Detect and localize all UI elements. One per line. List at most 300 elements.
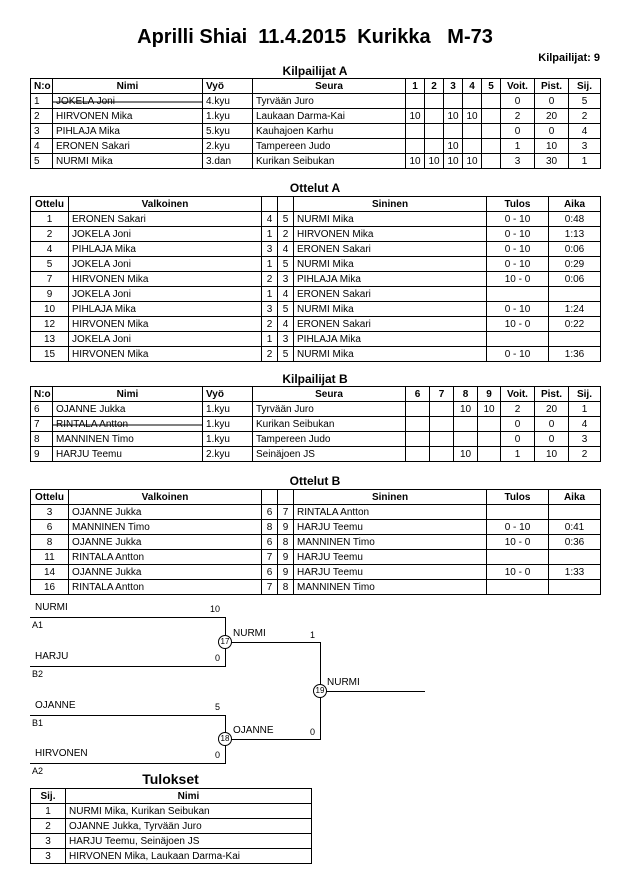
- cell-result: 10 - 0: [487, 272, 549, 287]
- cell-blue-name: PIHLAJA Mika: [294, 332, 487, 347]
- cell-result: [487, 287, 549, 302]
- col-points-header: Pist.: [535, 79, 569, 94]
- cell-points: 0: [535, 94, 569, 109]
- cell-result: 0 - 10: [487, 302, 549, 317]
- cell-result: 0 - 10: [487, 347, 549, 362]
- match-row: [31, 272, 601, 287]
- bracket-line: [30, 715, 225, 716]
- cell-blue-no: 2: [278, 227, 294, 242]
- cell-wins: 0: [501, 417, 535, 432]
- cell-result: 10 - 0: [487, 317, 549, 332]
- cell-score: [425, 94, 444, 109]
- bracket-match-18-circle: 18: [218, 732, 232, 746]
- cell-result: 0 - 10: [487, 520, 549, 535]
- cell-score: [454, 432, 478, 447]
- col-wins-header: Voit.: [501, 387, 535, 402]
- cell-blue-name: PIHLAJA Mika: [294, 272, 487, 287]
- cell-result: [487, 332, 549, 347]
- pool-row: [31, 139, 601, 154]
- cell-blue-no: 5: [278, 302, 294, 317]
- cell-place: 3: [31, 834, 66, 849]
- cell-time: 1:13: [549, 227, 601, 242]
- match-row: [31, 227, 601, 242]
- result-row: [31, 849, 312, 864]
- match-row: [31, 317, 601, 332]
- cell-blue-name: HARJU Teemu: [294, 520, 487, 535]
- cell-match-no: 7: [31, 272, 69, 287]
- pool-a-header-row: [31, 79, 601, 94]
- bracket-sf2-bottom-tag: A2: [32, 766, 44, 776]
- cell-result: 10 - 0: [487, 535, 549, 550]
- cell-points: 0: [535, 417, 569, 432]
- col-name-header: Nimi: [53, 79, 203, 94]
- cell-white-no: 3: [262, 302, 278, 317]
- cell-white-no: 6: [262, 565, 278, 580]
- cell-white-name: HIRVONEN Mika: [69, 272, 262, 287]
- cell-wins: 2: [501, 402, 535, 417]
- cell-score: [430, 432, 454, 447]
- cell-score: [406, 417, 430, 432]
- cell-points: 0: [535, 432, 569, 447]
- cell-white-name: HIRVONEN Mika: [69, 347, 262, 362]
- cell-score: [482, 124, 501, 139]
- cell-no: 5: [31, 154, 53, 169]
- col-s4-header: 4: [463, 79, 482, 94]
- cell-score: [406, 447, 430, 462]
- cell-blue-name: NURMI Mika: [294, 347, 487, 362]
- bracket-final-winner-name: NURMI: [327, 677, 360, 688]
- cell-white-name: OJANNE Jukka: [69, 565, 262, 580]
- cell-score: [444, 94, 463, 109]
- pool-row: [31, 432, 601, 447]
- cell-name: ERONEN Sakari: [53, 139, 203, 154]
- cell-time: 0:22: [549, 317, 601, 332]
- cell-blue-name: NURMI Mika: [294, 257, 487, 272]
- cell-white-no: 7: [262, 550, 278, 565]
- cell-belt: 4.kyu: [203, 94, 253, 109]
- bracket-sf2-top-name: OJANNE: [35, 700, 76, 711]
- match-row: [31, 565, 601, 580]
- bracket-sf2-winner-score: 0: [309, 727, 315, 737]
- result-row: [31, 804, 312, 819]
- cell-score: [463, 139, 482, 154]
- cell-result: 0 - 10: [487, 257, 549, 272]
- match-row: [31, 212, 601, 227]
- cell-no: 4: [31, 139, 53, 154]
- col-name-header: Nimi: [53, 387, 203, 402]
- cell-wins: 1: [501, 139, 535, 154]
- col-place-header: Sij.: [31, 789, 66, 804]
- cell-match-no: 11: [31, 550, 69, 565]
- cell-time: 1:33: [549, 565, 601, 580]
- matches-b-heading: Ottelut B: [289, 474, 341, 488]
- col-belt-header: Vyö: [203, 387, 253, 402]
- cell-white-no: 3: [262, 242, 278, 257]
- col-s3-header: 8: [454, 387, 478, 402]
- cell-white-no: 6: [262, 535, 278, 550]
- cell-score: [406, 432, 430, 447]
- cell-match-no: 14: [31, 565, 69, 580]
- cell-belt: 1.kyu: [203, 432, 253, 447]
- cell-white-no: 1: [262, 227, 278, 242]
- match-row: [31, 257, 601, 272]
- bracket-sf2-bottom-name: HIRVONEN: [35, 748, 88, 759]
- bracket-line: [225, 739, 320, 740]
- cell-score: [478, 447, 501, 462]
- cell-belt: 1.kyu: [203, 402, 253, 417]
- cell-points: 0: [535, 124, 569, 139]
- cell-score: [425, 139, 444, 154]
- cell-name: HARJU Teemu: [53, 447, 203, 462]
- cell-score: 10: [444, 154, 463, 169]
- cell-score: [430, 402, 454, 417]
- cell-time: 0:06: [549, 272, 601, 287]
- cell-wins: 1: [501, 447, 535, 462]
- cell-result: 10 - 0: [487, 565, 549, 580]
- cell-white-no: 1: [262, 257, 278, 272]
- empty-header: [278, 490, 294, 505]
- col-no-header: N:o: [31, 387, 53, 402]
- cell-no: 3: [31, 124, 53, 139]
- cell-white-name: PIHLAJA Mika: [69, 302, 262, 317]
- cell-time: [549, 332, 601, 347]
- cell-place: 3: [31, 849, 66, 864]
- pool-row: [31, 417, 601, 432]
- cell-blue-no: 9: [278, 520, 294, 535]
- cell-time: 0:48: [549, 212, 601, 227]
- match-row: [31, 505, 601, 520]
- pool-b-header-row: [31, 387, 601, 402]
- results-header-row: [31, 789, 312, 804]
- pool-row: [31, 154, 601, 169]
- col-result-header: Tulos: [487, 197, 549, 212]
- bracket-match-19-circle: 19: [313, 684, 327, 698]
- cell-score: [406, 139, 425, 154]
- cell-blue-name: MANNINEN Timo: [294, 535, 487, 550]
- bracket-sf1-winner-name: NURMI: [233, 628, 266, 639]
- cell-blue-no: 8: [278, 535, 294, 550]
- cell-blue-no: 9: [278, 550, 294, 565]
- cell-match-no: 15: [31, 347, 69, 362]
- cell-no: 9: [31, 447, 53, 462]
- bracket-sf1-winner-score: 1: [309, 630, 315, 640]
- cell-time: [549, 287, 601, 302]
- col-time-header: Aika: [549, 490, 601, 505]
- match-row: [31, 347, 601, 362]
- cell-time: 0:29: [549, 257, 601, 272]
- cell-score: [425, 109, 444, 124]
- match-row: [31, 332, 601, 347]
- cell-white-no: 4: [262, 212, 278, 227]
- col-no-header: N:o: [31, 79, 53, 94]
- col-time-header: Aika: [549, 197, 601, 212]
- cell-score: 10: [478, 402, 501, 417]
- cell-name: NURMI Mika, Kurikan Seibukan: [66, 804, 312, 819]
- cell-score: 10: [454, 402, 478, 417]
- pool-b-table: [30, 386, 601, 462]
- col-s5-header: 5: [482, 79, 501, 94]
- pool-b-heading: Kilpailijat B: [282, 372, 348, 386]
- empty-header: [278, 197, 294, 212]
- cell-score: [425, 124, 444, 139]
- bracket-sf1-bottom-tag: B2: [32, 669, 44, 679]
- col-name-header: Nimi: [66, 789, 312, 804]
- matches-a-table: [30, 196, 601, 362]
- cell-belt: 3.dan: [203, 154, 253, 169]
- cell-belt: 2.kyu: [203, 447, 253, 462]
- cell-score: [463, 94, 482, 109]
- cell-white-name: RINTALA Antton: [69, 550, 262, 565]
- matches-a-heading: Ottelut A: [289, 181, 341, 195]
- cell-match-no: 5: [31, 257, 69, 272]
- col-match-header: Ottelu: [31, 197, 69, 212]
- cell-match-no: 8: [31, 535, 69, 550]
- cell-points: 10: [535, 447, 569, 462]
- bracket-line: [30, 666, 225, 667]
- cell-match-no: 6: [31, 520, 69, 535]
- cell-blue-name: RINTALA Antton: [294, 505, 487, 520]
- cell-time: [549, 505, 601, 520]
- cell-wins: 3: [501, 154, 535, 169]
- cell-club: Seinäjoen JS: [253, 447, 406, 462]
- cell-white-name: OJANNE Jukka: [69, 535, 262, 550]
- cell-blue-name: MANNINEN Timo: [294, 580, 487, 595]
- cell-club: Tyrvään Juro: [253, 94, 406, 109]
- cell-blue-name: ERONEN Sakari: [294, 287, 487, 302]
- cell-blue-no: 4: [278, 287, 294, 302]
- cell-white-no: 1: [262, 287, 278, 302]
- cell-white-no: 1: [262, 332, 278, 347]
- cell-white-no: 7: [262, 580, 278, 595]
- cell-score: [482, 139, 501, 154]
- col-result-header: Tulos: [487, 490, 549, 505]
- col-place-header: Sij.: [569, 79, 601, 94]
- cell-no: 8: [31, 432, 53, 447]
- cell-time: 0:41: [549, 520, 601, 535]
- cell-time: 1:24: [549, 302, 601, 317]
- cell-score: 10: [463, 109, 482, 124]
- col-belt-header: Vyö: [203, 79, 253, 94]
- cell-score: [430, 447, 454, 462]
- cell-place: 3: [569, 139, 601, 154]
- cell-no: 7: [31, 417, 53, 432]
- pool-row: [31, 402, 601, 417]
- cell-score: 10: [406, 109, 425, 124]
- bracket-line: [30, 617, 225, 618]
- cell-points: 20: [535, 402, 569, 417]
- cell-score: [463, 124, 482, 139]
- empty-header: [262, 490, 278, 505]
- bracket-match-17-circle: 17: [218, 635, 232, 649]
- cell-name: HIRVONEN Mika, Laukaan Darma-Kai: [66, 849, 312, 864]
- match-row: [31, 580, 601, 595]
- col-s1-header: 1: [406, 79, 425, 94]
- cell-score: [406, 94, 425, 109]
- cell-blue-no: 8: [278, 580, 294, 595]
- cell-score: [482, 109, 501, 124]
- col-blue-header: Sininen: [294, 197, 487, 212]
- cell-white-name: PIHLAJA Mika: [69, 242, 262, 257]
- cell-blue-no: 7: [278, 505, 294, 520]
- cell-match-no: 16: [31, 580, 69, 595]
- cell-name: MANNINEN Timo: [53, 432, 203, 447]
- cell-place: 2: [569, 447, 601, 462]
- empty-header: [262, 197, 278, 212]
- cell-score: 10: [425, 154, 444, 169]
- cell-name: OJANNE Jukka, Tyrvään Juro: [66, 819, 312, 834]
- bracket-sf1-top-score: 10: [209, 604, 220, 614]
- cell-blue-name: NURMI Mika: [294, 212, 487, 227]
- cell-match-no: 9: [31, 287, 69, 302]
- cell-white-name: RINTALA Antton: [69, 580, 262, 595]
- cell-white-no: 8: [262, 520, 278, 535]
- cell-blue-name: ERONEN Sakari: [294, 242, 487, 257]
- bracket-sf1-bottom-name: HARJU: [35, 651, 69, 662]
- cell-blue-no: 9: [278, 565, 294, 580]
- pool-a-table: [30, 78, 601, 169]
- bracket-sf2-top-tag: B1: [32, 718, 44, 728]
- col-s3-header: 3: [444, 79, 463, 94]
- cell-place: 5: [569, 94, 601, 109]
- bracket-line: [225, 642, 320, 643]
- page-title: Aprilli Shiai 11.4.2015 Kurikka M-73: [137, 26, 493, 48]
- cell-name: RINTALA Antton: [53, 417, 203, 432]
- col-white-header: Valkoinen: [69, 490, 262, 505]
- cell-score: 10: [406, 154, 425, 169]
- cell-score: 10: [444, 139, 463, 154]
- cell-belt: 1.kyu: [203, 417, 253, 432]
- matches-b-table: [30, 489, 601, 595]
- col-blue-header: Sininen: [294, 490, 487, 505]
- match-row: [31, 287, 601, 302]
- result-row: [31, 834, 312, 849]
- competitor-count-label: Kilpailijat: 9: [538, 52, 600, 64]
- cell-name: JOKELA Joni: [53, 94, 203, 109]
- cell-place: 2: [569, 109, 601, 124]
- cell-club: Kurikan Seibukan: [253, 417, 406, 432]
- cell-score: 10: [454, 447, 478, 462]
- cell-club: Kauhajoen Karhu: [253, 124, 406, 139]
- cell-blue-name: HARJU Teemu: [294, 565, 487, 580]
- cell-white-name: JOKELA Joni: [69, 332, 262, 347]
- results-heading: Tulokset: [142, 771, 199, 787]
- bracket-sf2-winner-name: OJANNE: [233, 725, 274, 736]
- cell-wins: 0: [501, 124, 535, 139]
- cell-result: 0 - 10: [487, 242, 549, 257]
- col-wins-header: Voit.: [501, 79, 535, 94]
- cell-blue-name: NURMI Mika: [294, 302, 487, 317]
- bracket-line: [320, 691, 425, 692]
- cell-place: 4: [569, 124, 601, 139]
- cell-time: [549, 550, 601, 565]
- cell-white-name: ERONEN Sakari: [69, 212, 262, 227]
- cell-name: HIRVONEN Mika: [53, 109, 203, 124]
- cell-match-no: 12: [31, 317, 69, 332]
- cell-place: 2: [31, 819, 66, 834]
- col-white-header: Valkoinen: [69, 197, 262, 212]
- match-row: [31, 520, 601, 535]
- bracket-sf1-top-tag: A1: [32, 620, 44, 630]
- cell-name: OJANNE Jukka: [53, 402, 203, 417]
- cell-blue-no: 3: [278, 332, 294, 347]
- cell-match-no: 10: [31, 302, 69, 317]
- cell-blue-no: 4: [278, 242, 294, 257]
- cell-points: 30: [535, 154, 569, 169]
- bracket-sf2-top-score: 5: [214, 702, 220, 712]
- matches-b-header-row: [31, 490, 601, 505]
- cell-score: [406, 124, 425, 139]
- match-row: [31, 302, 601, 317]
- cell-match-no: 2: [31, 227, 69, 242]
- cell-score: 10: [463, 154, 482, 169]
- cell-score: 10: [444, 109, 463, 124]
- cell-time: 0:36: [549, 535, 601, 550]
- cell-points: 10: [535, 139, 569, 154]
- cell-place: 1: [569, 402, 601, 417]
- cell-place: 1: [569, 154, 601, 169]
- col-points-header: Pist.: [535, 387, 569, 402]
- cell-belt: 5.kyu: [203, 124, 253, 139]
- col-place-header: Sij.: [569, 387, 601, 402]
- cell-blue-no: 5: [278, 257, 294, 272]
- cell-result: 0 - 10: [487, 227, 549, 242]
- cell-place: 1: [31, 804, 66, 819]
- cell-place: 4: [569, 417, 601, 432]
- bracket-line: [30, 763, 225, 764]
- col-s2-header: 2: [425, 79, 444, 94]
- cell-time: [549, 580, 601, 595]
- col-s4-header: 9: [478, 387, 501, 402]
- cell-match-no: 1: [31, 212, 69, 227]
- cell-score: [482, 154, 501, 169]
- cell-place: 3: [569, 432, 601, 447]
- match-row: [31, 242, 601, 257]
- cell-blue-no: 5: [278, 347, 294, 362]
- col-s2-header: 7: [430, 387, 454, 402]
- pool-row: [31, 447, 601, 462]
- pool-a-heading: Kilpailijat A: [282, 64, 348, 78]
- cell-time: 0:06: [549, 242, 601, 257]
- cell-club: Laukaan Darma-Kai: [253, 109, 406, 124]
- bracket-sf2-bottom-score: 0: [214, 750, 220, 760]
- col-match-header: Ottelu: [31, 490, 69, 505]
- cell-belt: 1.kyu: [203, 109, 253, 124]
- cell-no: 1: [31, 94, 53, 109]
- col-s1-header: 6: [406, 387, 430, 402]
- cell-score: [444, 124, 463, 139]
- cell-match-no: 4: [31, 242, 69, 257]
- cell-blue-name: HIRVONEN Mika: [294, 227, 487, 242]
- cell-match-no: 13: [31, 332, 69, 347]
- cell-blue-name: HARJU Teemu: [294, 550, 487, 565]
- cell-wins: 0: [501, 94, 535, 109]
- pool-row: [31, 109, 601, 124]
- col-club-header: Seura: [253, 387, 406, 402]
- cell-score: [478, 432, 501, 447]
- matches-a-header-row: [31, 197, 601, 212]
- pool-row: [31, 124, 601, 139]
- cell-points: 20: [535, 109, 569, 124]
- cell-time: 1:36: [549, 347, 601, 362]
- cell-no: 2: [31, 109, 53, 124]
- cell-white-name: JOKELA Joni: [69, 227, 262, 242]
- cell-white-no: 6: [262, 505, 278, 520]
- bracket-sf1-top-name: NURMI: [35, 602, 68, 613]
- cell-result: [487, 505, 549, 520]
- cell-white-name: OJANNE Jukka: [69, 505, 262, 520]
- cell-white-no: 2: [262, 317, 278, 332]
- cell-club: Tampereen Judo: [253, 432, 406, 447]
